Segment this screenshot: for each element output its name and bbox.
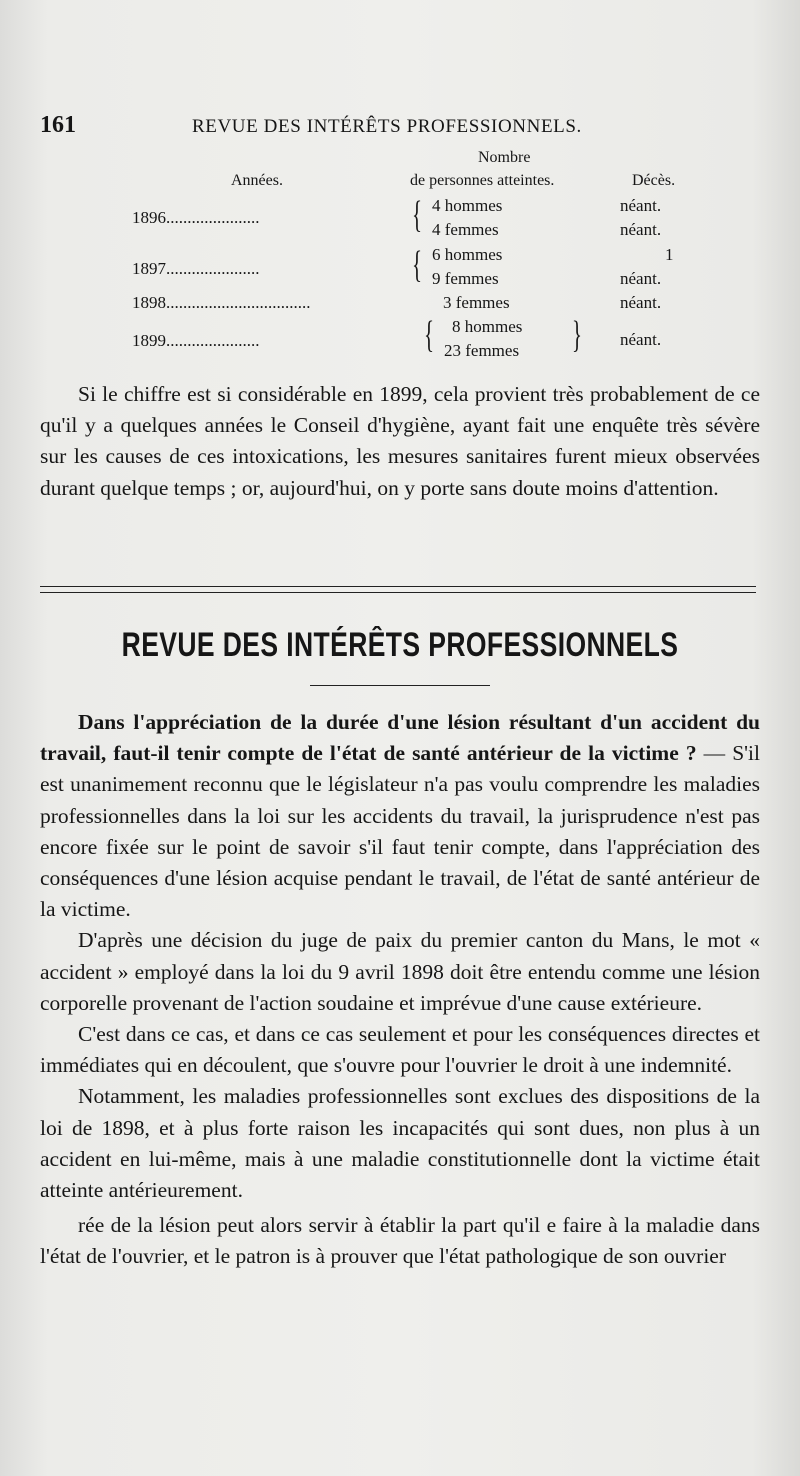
column-header-years: Années. bbox=[231, 172, 283, 189]
year-cell: 1896...................... bbox=[132, 208, 260, 227]
deaths-cell: néant. bbox=[620, 293, 662, 312]
people-cell: 8 hommes bbox=[452, 317, 523, 336]
double-rule-bottom bbox=[40, 592, 756, 593]
article-paragraph-fragment: rée de la lésion peut alors servir à établir la part qu'il e faire à la maladie dans l'état de l'ouvrier, et le patron is à prouver que l'état pathologique de son ouvrier bbox=[40, 1213, 760, 1269]
deaths-cell: néant. bbox=[620, 220, 662, 239]
page-header bbox=[40, 112, 760, 142]
page-number: 161 bbox=[40, 112, 76, 138]
article-paragraph: C'est dans ce cas, et dans ce cas seulement et pour les conséquences directes et immédiates qui en découlent, que s'ouvre pour l'ouvrier le droit à une indemnité. bbox=[40, 1022, 760, 1078]
year-cell: 1898.................................. bbox=[132, 293, 311, 312]
year-cell: 1899...................... bbox=[132, 331, 260, 350]
double-rule-top bbox=[40, 586, 756, 587]
deaths-cell: néant. bbox=[620, 269, 662, 288]
article-question: Dans l'appréciation de la durée d'une lésion résultant d'un accident du travail, faut-il tenir compte de l'état de santé antérieur de la victime ? bbox=[40, 710, 760, 766]
intro-paragraph: Si le chiffre est si considérable en 1899, cela provient très probablement de ce qu'il y a quelques années le Conseil d'hygiène, ayant fait une enquête très sévère sur les causes de ces intoxications, les mesures sanitaires furent mieux observées durant quelque temps ; or, aujourd'hui, on y porte sans doute moins d'attention. bbox=[40, 382, 760, 500]
running-title: REVUE DES INTÉRÊTS PROFESSIONNELS. bbox=[192, 116, 582, 137]
brace: { bbox=[412, 194, 423, 236]
brace: { bbox=[424, 314, 435, 356]
brace: { bbox=[571, 314, 582, 356]
people-cell: 4 femmes bbox=[432, 220, 499, 239]
column-header-people-line1: Nombre bbox=[478, 149, 531, 166]
column-header-deaths: Décès. bbox=[632, 172, 676, 189]
deaths-cell: néant. bbox=[620, 330, 662, 349]
people-cell: 9 femmes bbox=[432, 269, 499, 288]
article-paragraph: Dans l'appréciation de la durée d'une lésion résultant d'un accident du travail, faut-il tenir compte de l'état de santé antérieur de la victime ? — S'il est unanimement reconnu que le législateur n'a pas voulu comprendre les maladies professionnelles dans la loi sur les accidents du travail, la jurisprudence n'est pas encore fixée sur le point de savoir s'il faut tenir compte, dans l'appréciation des conséquences d'une lésion acquise pendant le travail, de l'état de santé antérieur de la victime. bbox=[40, 710, 760, 922]
article-paragraph: D'après une décision du juge de paix du premier canton du Mans, le mot « accident » employé dans la loi du 9 avril 1898 doit être entendu comme une lésion corporelle provenant de l'action soudaine et imprévue d'une cause extérieure. bbox=[40, 928, 760, 1015]
brace: { bbox=[412, 244, 423, 286]
people-cell: 23 femmes bbox=[444, 341, 520, 360]
article-body bbox=[40, 707, 760, 1273]
year-cell: 1897...................... bbox=[132, 259, 260, 278]
column-header-people-line2: de personnes atteintes. bbox=[410, 172, 555, 189]
people-cell: 6 hommes bbox=[432, 245, 503, 264]
article-paragraph: Notamment, les maladies professionnelles sont exclues des dispositions de la loi de 1898, et à plus forte raison les incapacités qui sont dues, non plus à un accident en lui-même, mais à une maladie constitutionnelle dont la victime était atteinte antérieurement. bbox=[40, 1084, 760, 1203]
people-cell: 4 hommes bbox=[432, 196, 503, 215]
deaths-cell: néant. bbox=[620, 196, 662, 215]
title-underline bbox=[310, 685, 490, 686]
deaths-cell: 1 bbox=[665, 245, 674, 264]
section-title: REVUE DES INTÉRÊTS PROFESSIONNELS bbox=[121, 626, 679, 664]
people-cell: 3 femmes bbox=[443, 293, 510, 312]
